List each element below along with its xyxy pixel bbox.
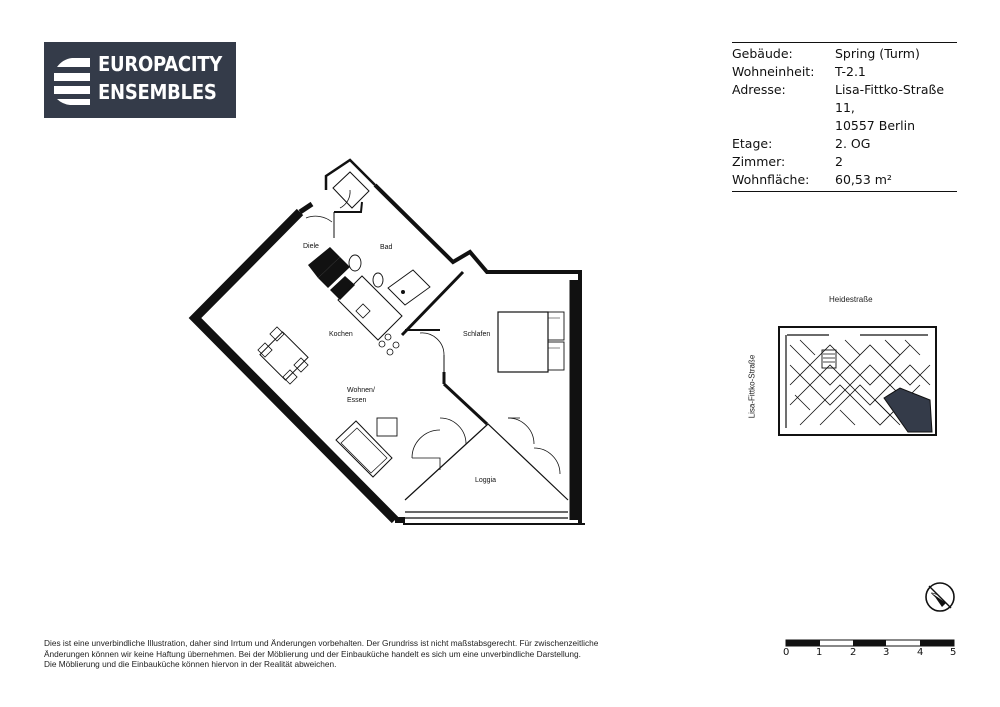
info-value: 10557 Berlin <box>835 118 916 133</box>
info-label: Etage: <box>732 136 773 151</box>
room-label-loggia: Loggia <box>475 477 497 484</box>
room-label-bad: Bad <box>380 244 393 251</box>
info-value: 2 <box>835 154 843 169</box>
brand-line1: EUROPACITY <box>98 52 223 76</box>
loggia-outline <box>405 424 568 500</box>
coffee-table <box>377 418 397 436</box>
dining-table <box>260 332 308 380</box>
info-value: Spring (Turm) <box>835 46 920 61</box>
bed <box>498 312 548 372</box>
north-arrow-icon <box>926 583 954 611</box>
scale-label: 4 <box>917 647 924 658</box>
street-label-lisa-fittko: Lisa-Fittko-Straße <box>747 354 757 419</box>
site-plan-unit-highlight <box>884 388 932 432</box>
site-plan <box>779 327 936 435</box>
disclaimer-text <box>44 638 684 670</box>
room-label-essen: Essen <box>347 397 367 404</box>
scale-label: 1 <box>816 647 823 658</box>
info-label: Wohnfläche: <box>732 172 810 187</box>
street-label-heidestrasse: Heidestraße <box>829 295 873 304</box>
room-label-kochen: Kochen <box>329 331 353 338</box>
north-arrow-letter: N <box>929 589 940 599</box>
scale-bar <box>786 640 954 646</box>
info-label: Zimmer: <box>732 154 786 169</box>
disclaimer-line: Die Möblierung und die Einbauküche können hiervon in der Realität abweichen. <box>44 659 337 670</box>
bedroom-wall <box>444 384 487 424</box>
bath-wall <box>402 272 463 335</box>
info-label: Wohneinheit: <box>732 64 815 79</box>
scale-label: 0 <box>783 647 790 658</box>
room-label-schlafen: Schlafen <box>463 331 491 338</box>
info-value: 60,53 m² <box>835 172 892 187</box>
apartment-floor-plan <box>195 160 585 525</box>
room-label-diele: Diele <box>303 243 319 250</box>
scale-label: 3 <box>883 647 890 658</box>
info-value: 2. OG <box>835 136 871 151</box>
scale-label: 5 <box>950 647 957 658</box>
info-label: Adresse: <box>732 82 786 97</box>
room-label-wohnen: Wohnen/ <box>347 387 375 394</box>
brand-line2: ENSEMBLES <box>98 80 217 104</box>
scale-label: 2 <box>850 647 857 658</box>
exterior-wall-right <box>375 185 580 525</box>
info-label: Gebäude: <box>732 46 793 61</box>
info-value: T-2.1 <box>835 64 866 79</box>
disclaimer-line: Änderungen können wir keine Haftung übernehmen. Bei der Möblierung und der Einbauküche handelt es sich um eine unverbindliche Darstellung. <box>44 648 581 659</box>
disclaimer-line: Dies ist eine unverbindliche Illustration, daher sind Irrtum und Änderungen vorbehalten. Der Grundriss ist nicht maßstabsgerecht. Für zwischenzeitliche <box>44 638 599 648</box>
info-value: Lisa-Fittko-Straße 11, <box>835 82 945 115</box>
exterior-wall-storage <box>326 160 375 190</box>
